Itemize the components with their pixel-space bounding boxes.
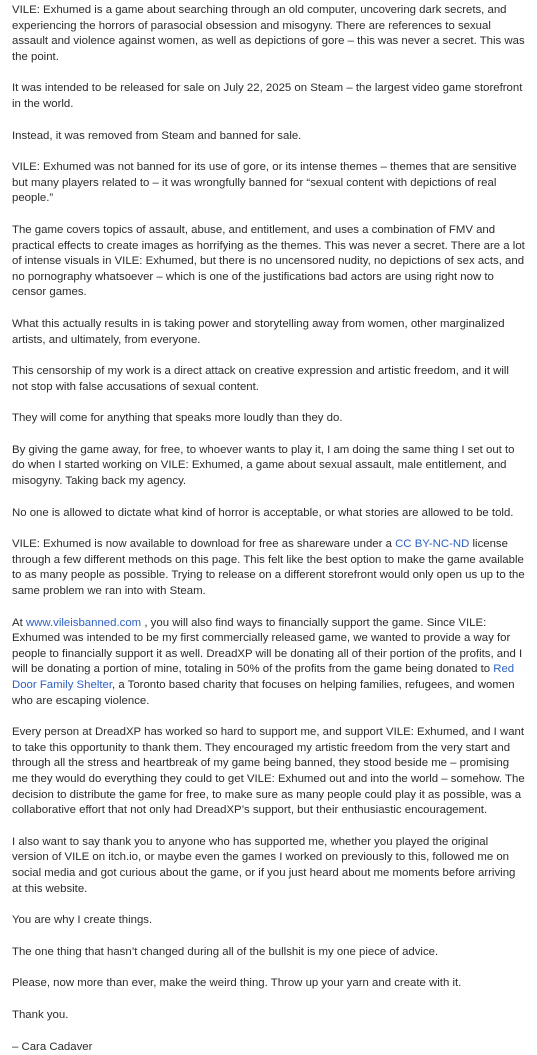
paragraph-advice: Please, now more than ever, make the weird thing. Throw up your yarn and create with it. <box>12 976 525 992</box>
paragraph-game-topics: The game covers topics of assault, abuse, and entitlement, and uses a combination of FMV and practical effects to create images as horrifying as the themes. This was never a secret. There are a lot of intense visuals in VILE: Exhumed, but there is no uncensored nudity, no depictions of sex acts, and no pornography whatsoever – which is one of the justifications bad actors are using right now to censor games. <box>12 223 525 301</box>
license-link[interactable]: CC BY-NC-ND <box>395 538 469 550</box>
paragraph-advice-intro: The one thing that hasn’t changed during all of the bullshit is my one piece of advice. <box>12 945 525 961</box>
license-text-after: license through a few different methods on this page. This felt like the best option to make the game available to as many people as possible. Trying to release on a different storefront would only open us up to the same problem we ran into with Steam. <box>12 538 525 597</box>
paragraph-intro: VILE: Exhumed is a game about searching through an old computer, uncovering dark secrets, and experiencing the horrors of parasocial obsession and misogyny. There are references to sexual assault and violence against women, as well as depictions of gore – this was never a secret. This was the point. <box>12 3 525 65</box>
signature: – Cara Cadaver <box>12 1040 525 1055</box>
paragraph-support <box>12 616 525 710</box>
support-text-before: At <box>12 617 26 629</box>
support-text-after: , a Toronto based charity that focuses on helping families, refugees, and women who are escaping violence. <box>12 679 515 707</box>
paragraph-thank-you: Thank you. <box>12 1008 525 1024</box>
paragraph-release-plan: It was intended to be released for sale on July 22, 2025 on Steam – the largest video game storefront in the world. <box>12 81 525 112</box>
license-text-before: VILE: Exhumed is now available to download for free as shareware under a <box>12 538 395 550</box>
paragraph-license <box>12 537 525 599</box>
support-text-middle: , you will also find ways to financially support the game. Since VILE: Exhumed was intended to be my first commercially released game, we wanted to provide a way for people to financially support it as well. DreadXP will be donating all of their portion of the profits, and I will be donating a portion of mine, totaling in 50% of the profits from the game being donated to <box>12 617 522 676</box>
paragraph-warning: They will come for anything that speaks more loudly than they do. <box>12 411 525 427</box>
paragraph-removed: Instead, it was removed from Steam and banned for sale. <box>12 129 525 145</box>
website-link[interactable]: www.vileisbanned.com <box>26 617 141 629</box>
paragraph-dictate: No one is allowed to dictate what kind of horror is acceptable, or what stories are allowed to be told. <box>12 506 525 522</box>
paragraph-thanks-dreadxp: Every person at DreadXP has worked so hard to support me, and support VILE: Exhumed, and I want to take this opportunity to thank them. They encouraged my artistic freedom from the very start and through all the stress and heartbreak of my game being banned, they stood beside me – promising me they would do everything they could to get VILE: Exhumed out and into the world – somehow. The decision to distribute the game for free, to make sure as many people could play it as possible, was a collaborative effort that not only had DreadXP’s support, but their enthusiastic encouragement. <box>12 725 525 819</box>
paragraph-ban-reason: VILE: Exhumed was not banned for its use of gore, or its intense themes – themes that are sensitive but many players related to – it was wrongfully banned for “sexual content with depictions of real people.” <box>12 160 525 207</box>
charity-link[interactable]: Red Door Family Shelter <box>12 663 514 691</box>
paragraph-free-release: By giving the game away, for free, to whoever wants to play it, I am doing the same thing I set out to do when I started working on VILE: Exhumed, a game about sexual assault, male entitlement, and misogyny. Taking back my agency. <box>12 443 525 490</box>
paragraph-result: What this actually results in is taking power and storytelling away from women, other marginalized artists, and ultimately, from everyone. <box>12 317 525 348</box>
paragraph-censorship: This censorship of my work is a direct attack on creative expression and artistic freedom, and it will not stop with false accusations of sexual content. <box>12 364 525 395</box>
paragraph-thanks-supporters: I also want to say thank you to anyone who has supported me, whether you played the original version of VILE on itch.io, or maybe even the games I worked on previously to this, followed me on social media and got curious about the game, or if you just heard about me moments before arriving at this website. <box>12 835 525 897</box>
paragraph-why-create: You are why I create things. <box>12 913 525 929</box>
